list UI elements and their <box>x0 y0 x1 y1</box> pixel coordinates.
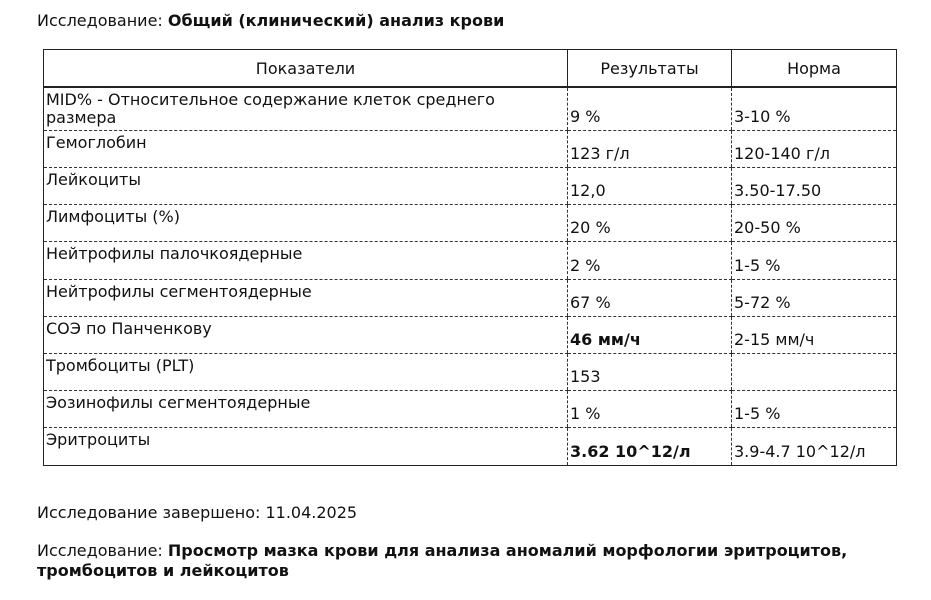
result-cell: 9 % <box>568 87 732 130</box>
result-cell: 2 % <box>568 241 732 279</box>
table-row <box>44 167 897 204</box>
norm-cell: 1-5 % <box>732 390 897 427</box>
results-table <box>43 49 897 466</box>
indicator-cell: Лимфоциты (%) <box>44 204 568 241</box>
result-cell: 67 % <box>568 279 732 316</box>
header-norm: Норма <box>732 50 897 88</box>
norm-cell: 20-50 % <box>732 204 897 241</box>
indicator-cell: СОЭ по Панченкову <box>44 316 568 353</box>
result-cell: 1 % <box>568 390 732 427</box>
table-row <box>44 241 897 279</box>
norm-cell: 1-5 % <box>732 241 897 279</box>
norm-cell <box>732 353 897 390</box>
table-row <box>44 390 897 427</box>
norm-cell: 3.50-17.50 <box>732 167 897 204</box>
result-cell: 12,0 <box>568 167 732 204</box>
norm-cell: 3.9-4.7 10^12/л <box>732 427 897 465</box>
norm-cell: 2-15 мм/ч <box>732 316 897 353</box>
study-name: Общий (клинический) анализ крови <box>167 11 505 30</box>
table-row <box>44 87 897 130</box>
indicator-cell: Эритроциты <box>44 427 568 465</box>
result-cell: 123 г/л <box>568 130 732 167</box>
result-cell: 46 мм/ч <box>568 316 732 353</box>
table-row <box>44 427 897 465</box>
table-row <box>44 353 897 390</box>
completion-line <box>37 503 357 523</box>
norm-cell: 120-140 г/л <box>732 130 897 167</box>
table-header-row <box>44 50 897 88</box>
indicator-cell: Эозинофилы сегментоядерные <box>44 390 568 427</box>
indicator-cell: MID% - Относительное содержание клеток среднего размера <box>44 87 568 130</box>
result-cell: 20 % <box>568 204 732 241</box>
table-row <box>44 279 897 316</box>
table-row <box>44 204 897 241</box>
table-row <box>44 316 897 353</box>
indicator-cell: Гемоглобин <box>44 130 568 167</box>
indicator-cell: Лейкоциты <box>44 167 568 204</box>
indicator-cell: Тромбоциты (PLT) <box>44 353 568 390</box>
study2-name: Просмотр мазка крови для анализа аномалий морфологии эритроцитов, тромбоцитов и лейкоцитов <box>37 541 848 580</box>
study2-label: Исследование: <box>37 541 168 560</box>
header-indicator: Показатели <box>44 50 568 88</box>
indicator-cell: Нейтрофилы сегментоядерные <box>44 279 568 316</box>
norm-cell: 3-10 % <box>732 87 897 130</box>
result-cell: 3.62 10^12/л <box>568 427 732 465</box>
table-row <box>44 130 897 167</box>
study-title-2 <box>37 541 907 581</box>
norm-cell: 5-72 % <box>732 279 897 316</box>
result-cell: 153 <box>568 353 732 390</box>
completion-date: 11.04.2025 <box>265 503 358 522</box>
completion-label: Исследование завершено: <box>37 503 266 522</box>
study-title <box>37 11 504 31</box>
header-result: Результаты <box>568 50 732 88</box>
indicator-cell: Нейтрофилы палочкоядерные <box>44 241 568 279</box>
study-label: Исследование: <box>37 11 168 30</box>
